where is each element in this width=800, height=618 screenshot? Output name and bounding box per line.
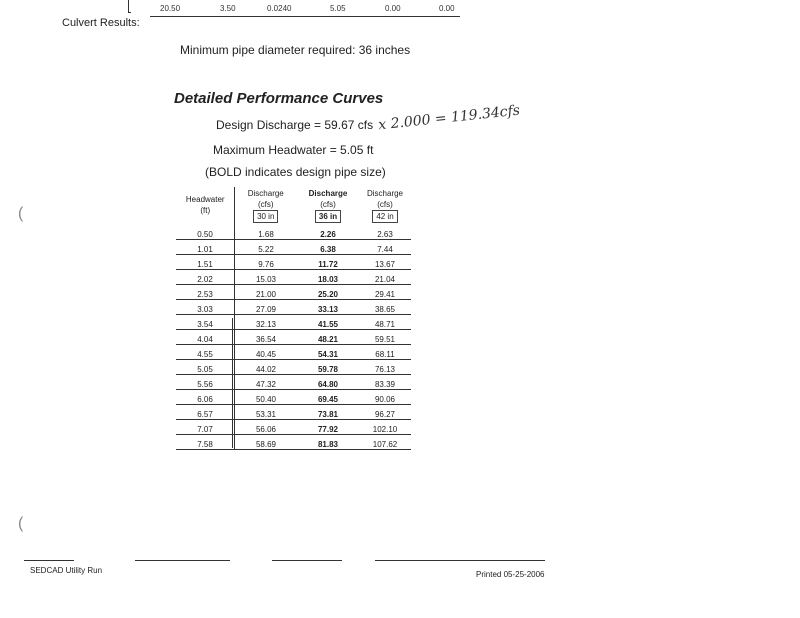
headwater-cell: 0.50 [176,225,235,240]
discharge-cell: 2.63 [359,225,411,240]
discharge-cell: 50.40 [235,390,298,405]
margin-tick [128,0,131,13]
table-row [176,390,411,405]
header-discharge-30 [235,185,298,225]
discharge-cell: 44.02 [235,360,298,375]
headwater-cell: 7.07 [176,420,235,435]
headwater-cell: 3.54 [176,315,235,330]
discharge-cell: 107.62 [359,435,411,450]
table-row [176,255,411,270]
discharge-cell: 53.31 [235,405,298,420]
headwater-cell: 6.57 [176,405,235,420]
discharge-cell: 73.81 [297,405,359,420]
header-line: (cfs) [320,199,336,209]
top-row-value: 5.05 [330,4,346,13]
discharge-cell: 54.31 [297,345,359,360]
top-row-value: 0.0240 [267,4,292,13]
culvert-results-label: Culvert Results: [62,17,140,29]
discharge-cell: 41.55 [297,315,359,330]
discharge-cell: 64.80 [297,375,359,390]
top-row-value: 20.50 [160,4,181,13]
discharge-cell: 25.20 [297,285,359,300]
discharge-cell: 32.13 [235,315,298,330]
headwater-cell: 2.02 [176,270,235,285]
footer-rule [135,560,230,561]
table-row [176,300,411,315]
row-underline [150,16,460,17]
discharge-cell: 59.51 [359,330,411,345]
column-divider [232,318,233,448]
table-row [176,435,411,450]
header-discharge-42 [359,185,411,225]
discharge-cell: 13.67 [359,255,411,270]
pipe-size: 36 in [315,210,341,223]
table-header-row [176,185,411,225]
design-discharge: Design Discharge = 59.67 cfs [216,118,374,132]
table-row [176,240,411,255]
headwater-cell: 4.04 [176,330,235,345]
table-body [176,225,411,450]
discharge-cell: 90.06 [359,390,411,405]
headwater-cell: 2.53 [176,285,235,300]
min-pipe-text: Minimum pipe diameter required: 36 inches [180,43,411,57]
punch-hole-mark: ( [18,515,24,532]
bold-note: (BOLD indicates design pipe size) [205,165,386,179]
discharge-cell: 48.21 [297,330,359,345]
pipe-size: 42 in [372,210,397,223]
top-row-value: 3.50 [220,4,236,13]
discharge-cell: 48.71 [359,315,411,330]
pipe-size: 30 in [253,210,278,223]
discharge-cell: 18.03 [297,270,359,285]
table-row [176,270,411,285]
column-divider [234,187,235,277]
discharge-cell: 56.06 [235,420,298,435]
discharge-cell: 9.76 [235,255,298,270]
discharge-cell: 96.27 [359,405,411,420]
table-row [176,405,411,420]
header-line: (ft) [200,206,211,215]
discharge-cell: 29.41 [359,285,411,300]
discharge-cell: 5.22 [235,240,298,255]
punch-hole-mark: ( [18,205,24,222]
headwater-cell: 1.01 [176,240,235,255]
footer-right-text: Printed 05-25-2006 [476,570,545,579]
header-line: (cfs) [377,199,393,209]
discharge-cell: 21.00 [235,285,298,300]
discharge-cell: 7.44 [359,240,411,255]
footer-rule [375,560,545,561]
discharge-cell: 59.78 [297,360,359,375]
discharge-cell: 11.72 [297,255,359,270]
section-heading: Detailed Performance Curves [174,90,384,107]
header-line: Discharge [308,188,348,198]
headwater-cell: 7.58 [176,435,235,450]
discharge-cell: 83.39 [359,375,411,390]
discharge-cell: 2.26 [297,225,359,240]
discharge-cell: 33.13 [297,300,359,315]
headwater-cell: 5.05 [176,360,235,375]
header-line: Headwater [185,195,225,204]
discharge-cell: 40.45 [235,345,298,360]
discharge-cell: 76.13 [359,360,411,375]
top-row-value: 0.00 [439,4,455,13]
header-headwater [176,185,235,225]
footer-rule [272,560,342,561]
discharge-cell: 77.92 [297,420,359,435]
headwater-cell: 4.55 [176,345,235,360]
table-row [176,360,411,375]
discharge-cell: 69.45 [297,390,359,405]
discharge-cell: 47.32 [235,375,298,390]
table-row [176,345,411,360]
discharge-cell: 1.68 [235,225,298,240]
top-row-value: 0.00 [385,4,401,13]
table-row [176,330,411,345]
discharge-cell: 27.09 [235,300,298,315]
table-row [176,375,411,390]
previous-results-row [150,2,460,14]
header-line: Discharge [366,188,403,198]
headwater-cell: 3.03 [176,300,235,315]
footer-left-text: SEDCAD Utility Run [30,566,103,575]
handwritten-note: x 2.000 = 119.34cfs [377,102,521,134]
discharge-cell: 36.54 [235,330,298,345]
discharge-cell: 68.11 [359,345,411,360]
headwater-cell: 5.56 [176,375,235,390]
table-row [176,225,411,240]
discharge-cell: 81.83 [297,435,359,450]
max-headwater: Maximum Headwater = 5.05 ft [213,143,374,157]
discharge-cell: 6.38 [297,240,359,255]
discharge-cell: 38.65 [359,300,411,315]
performance-table [176,185,411,450]
header-line: (cfs) [257,199,274,209]
discharge-cell: 102.10 [359,420,411,435]
discharge-cell: 15.03 [235,270,298,285]
header-line: Discharge [247,188,284,198]
header-discharge-36 [297,185,359,225]
footer-rule [24,560,74,561]
discharge-cell: 58.69 [235,435,298,450]
headwater-cell: 1.51 [176,255,235,270]
table-row [176,285,411,300]
table-row [176,420,411,435]
headwater-cell: 6.06 [176,390,235,405]
table-row [176,315,411,330]
discharge-cell: 21.04 [359,270,411,285]
